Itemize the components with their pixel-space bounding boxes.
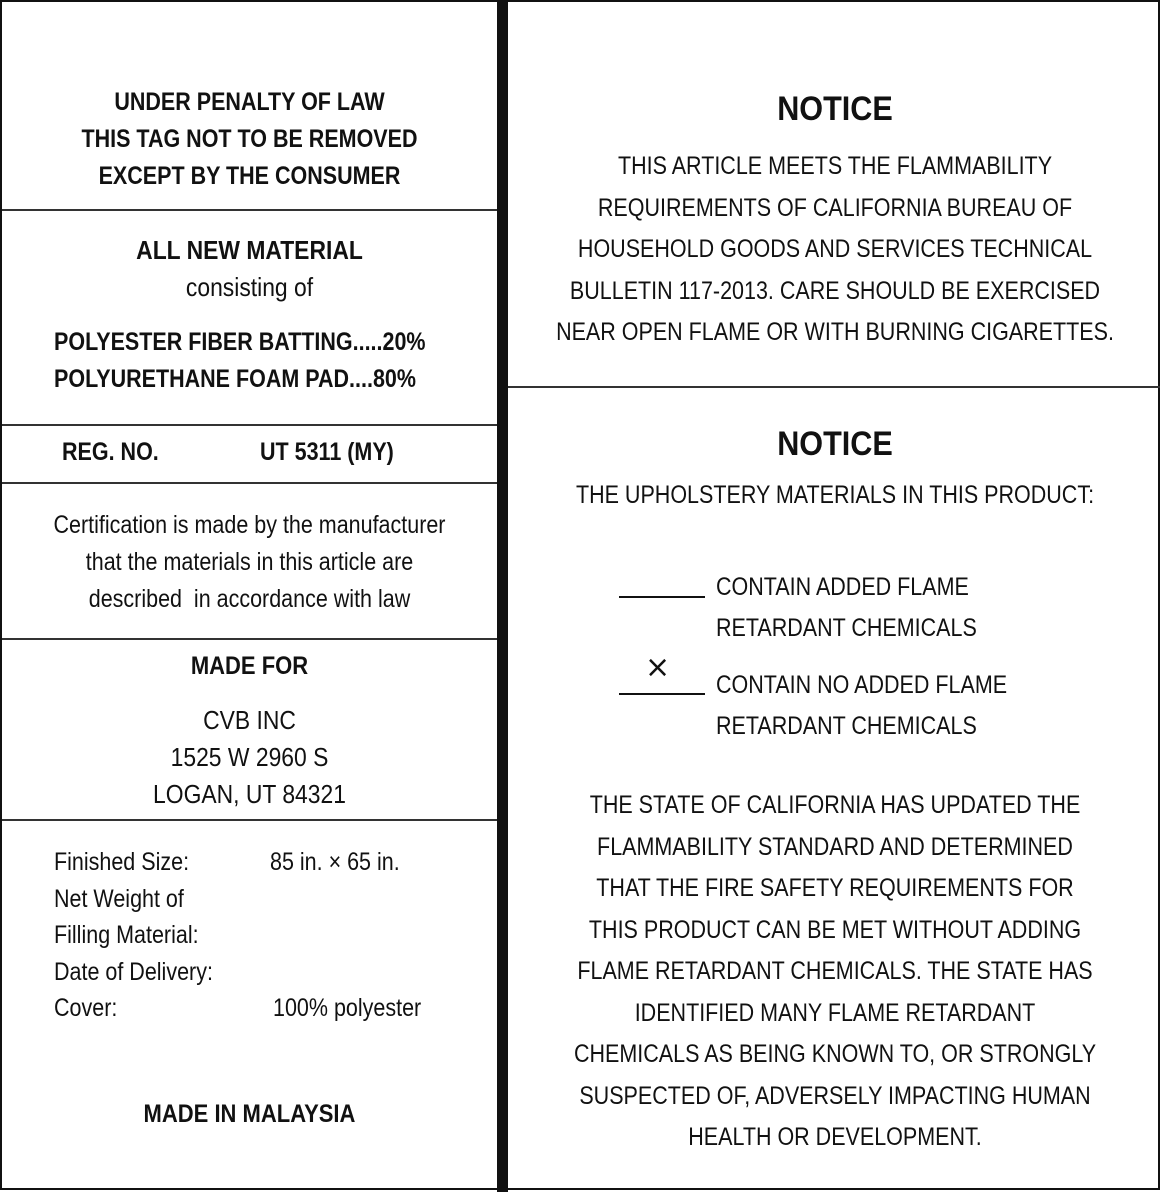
statement-line: FLAME RETARDANT CHEMICALS. THE STATE HAS xyxy=(577,957,1093,985)
notice-line: HOUSEHOLD GOODS AND SERVICES TECHNICAL xyxy=(577,235,1093,263)
notice-line: NEAR OPEN FLAME OR WITH BURNING CIGARETTES. xyxy=(556,318,1114,346)
certification-text xyxy=(37,507,463,618)
california-statement xyxy=(554,785,1116,1159)
statement-line: HEALTH OR DEVELOPMENT. xyxy=(688,1123,982,1151)
spec-label: Cover: xyxy=(54,994,118,1022)
spec-label: Filling Material: xyxy=(54,921,199,949)
spec-labels xyxy=(54,844,213,1027)
upholstery-intro: THE UPHOLSTERY MATERIALS IN THIS PRODUCT: xyxy=(575,481,1095,509)
spec-label: Net Weight of xyxy=(54,884,184,913)
statement-line: THE STATE OF CALIFORNIA HAS UPDATED THE xyxy=(589,791,1081,819)
option-line: RETARDANT CHEMICALS xyxy=(716,712,977,740)
all-new-material: ALL NEW MATERIAL xyxy=(136,235,363,265)
address xyxy=(32,702,468,813)
statement-line: FLAMMABILITY STANDARD AND DETERMINED xyxy=(597,832,1073,861)
address-line: 1525 W 2960 S xyxy=(170,742,329,772)
composition-item: POLYESTER FIBER BATTING.....20% xyxy=(54,328,426,356)
option-line: CONTAIN NO ADDED FLAME xyxy=(716,671,1008,699)
reg-value: UT 5311 (MY) xyxy=(260,438,394,466)
composition-list xyxy=(54,324,426,398)
option-line: RETARDANT CHEMICALS xyxy=(716,614,977,642)
finished-size-value: 85 in. × 65 in. xyxy=(270,848,400,876)
statement-line: CHEMICALS AS BEING KNOWN TO, OR STRONGLY xyxy=(573,1040,1097,1068)
x-mark-icon: × xyxy=(645,650,671,685)
certification-line: described in accordance with law xyxy=(88,585,411,613)
divider-line xyxy=(2,638,497,640)
notice-title: NOTICE xyxy=(777,90,893,128)
option-blank-line xyxy=(619,693,705,695)
notice-title: NOTICE xyxy=(777,425,893,463)
notice-line: THIS ARTICLE MEETS THE FLAMMABILITY xyxy=(617,152,1053,180)
certification-line: Certification is made by the manufacturer xyxy=(53,511,446,539)
right-panel xyxy=(508,2,1160,1192)
warning-line: EXCEPT BY THE CONSUMER xyxy=(98,162,401,190)
cover-value: 100% polyester xyxy=(273,994,422,1022)
made-in: MADE IN MALAYSIA xyxy=(143,1100,356,1128)
divider-line xyxy=(2,819,497,821)
divider-line xyxy=(2,482,497,484)
notice-line: BULLETIN 117-2013. CARE SHOULD BE EXERCISED xyxy=(569,276,1101,305)
option-line: CONTAIN ADDED FLAME xyxy=(716,573,969,601)
option-blank-line xyxy=(619,596,705,598)
flammability-notice xyxy=(554,146,1116,354)
notice-line: REQUIREMENTS OF CALIFORNIA BUREAU OF xyxy=(597,193,1073,222)
consisting-of: consisting of xyxy=(185,272,314,302)
made-for-label: MADE FOR xyxy=(190,652,309,680)
divider-line xyxy=(2,424,497,426)
spec-label: Date of Delivery: xyxy=(54,957,213,986)
composition-item: POLYURETHANE FOAM PAD....80% xyxy=(54,365,416,393)
divider-line xyxy=(508,386,1160,388)
address-line: CVB INC xyxy=(203,705,296,735)
statement-line: SUSPECTED OF, ADVERSELY IMPACTING HUMAN xyxy=(579,1081,1091,1110)
warning-line: UNDER PENALTY OF LAW xyxy=(114,88,385,116)
statement-line: THAT THE FIRE SAFETY REQUIREMENTS FOR xyxy=(596,874,1074,902)
option-no-added-flame xyxy=(716,665,1007,747)
option-added-flame xyxy=(716,567,977,649)
address-line: LOGAN, UT 84321 xyxy=(153,779,346,809)
certification-line: that the materials in this article are xyxy=(85,548,414,576)
warning-line: THIS TAG NOT TO BE REMOVED xyxy=(81,125,418,153)
spec-label: Finished Size: xyxy=(54,848,190,876)
left-panel xyxy=(2,2,497,1192)
penalty-warning xyxy=(37,84,463,195)
statement-line: THIS PRODUCT CAN BE MET WITHOUT ADDING xyxy=(588,915,1082,944)
reg-label: REG. NO. xyxy=(62,438,159,466)
vertical-divider xyxy=(497,2,508,1192)
statement-line: IDENTIFIED MANY FLAME RETARDANT xyxy=(634,998,1036,1027)
divider-line xyxy=(2,209,497,211)
